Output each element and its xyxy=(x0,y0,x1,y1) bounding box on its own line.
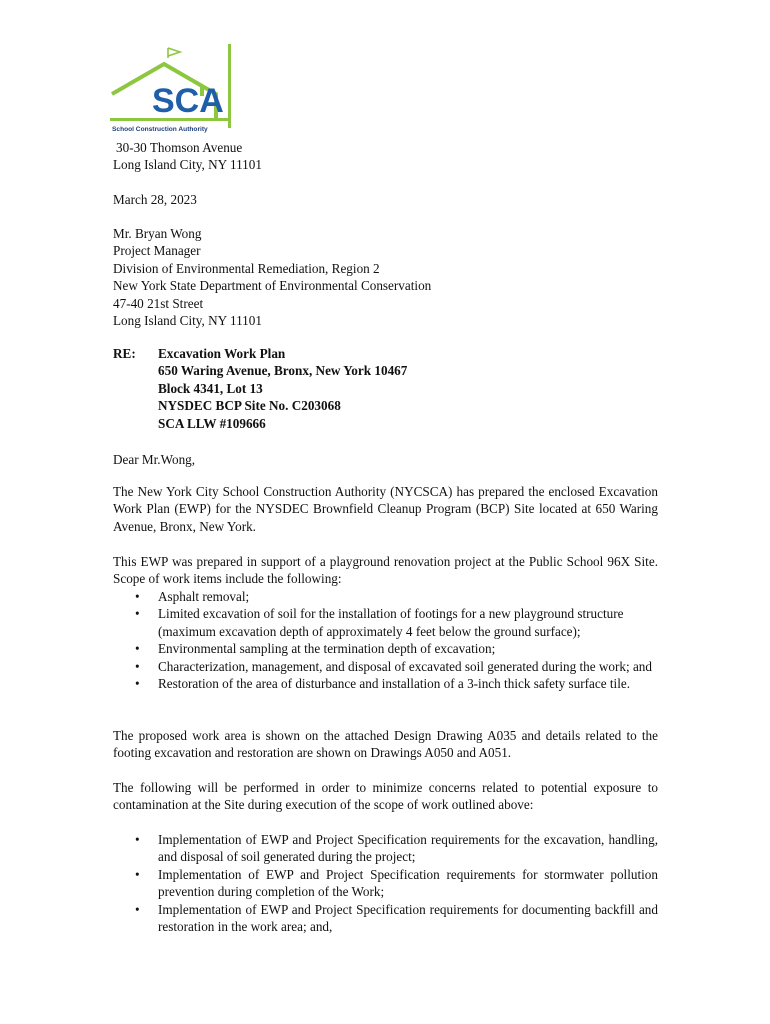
subject-line: Block 4341, Lot 13 xyxy=(158,380,263,396)
recipient-line: Project Manager xyxy=(113,243,201,259)
scope-list xyxy=(113,588,658,692)
subject-label: RE: xyxy=(113,346,136,361)
paragraph-measures: The following will be performed in order to minimize concerns related to potential exposure to contamination at the Site during execution of the scope of work outlined above: xyxy=(113,780,658,813)
recipient-line: New York State Department of Environmental Conservation xyxy=(113,278,432,294)
bullet-icon: • xyxy=(135,676,140,692)
sender-address-line-1: 30-30 Thomson Avenue xyxy=(116,140,243,155)
subject-line: Excavation Work Plan xyxy=(158,346,286,361)
list-item: • Implementation of EWP and Project Specification requirements for the excavation, handling, and disposal of soil generated during the project; xyxy=(135,832,658,865)
list-item: • Implementation of EWP and Project Specification requirements for stormwater pollution prevention during completion of the Work; xyxy=(135,866,658,900)
sca-logo-graphic xyxy=(110,44,232,128)
subject-line: 650 Waring Avenue, Bronx, New York 10467 xyxy=(158,363,408,379)
paragraph-scope: This EWP was prepared in support of a playground renovation project at the Public School 96X Site. Scope of work items include the following: xyxy=(113,554,658,587)
bullet-icon: • xyxy=(135,866,140,882)
recipient-line: Division of Environmental Remediation, Region 2 xyxy=(113,260,380,276)
recipient-line: 47-40 21st Street xyxy=(113,295,204,311)
letter-date: March 28, 2023 xyxy=(113,192,197,207)
recipient-line: Mr. Bryan Wong xyxy=(113,226,202,241)
bullet-icon: • xyxy=(135,641,140,657)
bullet-icon: • xyxy=(135,589,140,604)
salutation: Dear Mr.Wong, xyxy=(113,452,196,467)
sender-address-line-2: Long Island City, NY 11101 xyxy=(113,157,262,173)
subject-line: NYSDEC BCP Site No. C203068 xyxy=(158,398,341,414)
bullet-icon: • xyxy=(135,658,140,674)
logo-caption: School Construction Authority xyxy=(112,126,208,133)
recipient-line: Long Island City, NY 11101 xyxy=(113,313,262,329)
list-item: • Environmental sampling at the termination depth of excavation; xyxy=(135,641,496,657)
logo-wordmark: SCA xyxy=(152,82,224,120)
sender-address xyxy=(113,139,658,174)
paragraph-intro: The New York City School Construction Authority (NYCSCA) has prepared the enclosed Excavation Work Plan (EWP) for the NYSDEC Brownfield Cleanup Program (BCP) Site located at 650 Waring Avenue, Bronx, New York. xyxy=(113,484,658,534)
list-item: • Limited excavation of soil for the installation of footings for a new playground structure (maximum excavation depth of approximately 4 feet below the ground surface); xyxy=(135,606,624,639)
list-item: • Characterization, management, and disposal of excavated soil generated during the work; and xyxy=(135,658,652,674)
paragraph-drawings: The proposed work area is shown on the attached Design Drawing A035 and details related to the footing excavation and restoration are shown on Drawings A050 and A051. xyxy=(113,728,658,761)
subject-lines xyxy=(158,345,407,432)
measures-list xyxy=(113,831,658,935)
recipient-address xyxy=(113,225,658,329)
list-item: • Restoration of the area of disturbance and installation of a 3-inch thick safety surface tile. xyxy=(135,676,631,692)
list-item: • Asphalt removal; xyxy=(135,589,250,604)
list-item: • Implementation of EWP and Project Specification requirements for documenting backfill and restoration in the work area; and, xyxy=(135,901,658,935)
bullet-icon: • xyxy=(135,901,140,917)
bullet-icon: • xyxy=(135,832,140,847)
sca-logo xyxy=(110,44,232,136)
bullet-icon: • xyxy=(135,606,140,622)
subject-line: SCA LLW #109666 xyxy=(158,415,266,431)
